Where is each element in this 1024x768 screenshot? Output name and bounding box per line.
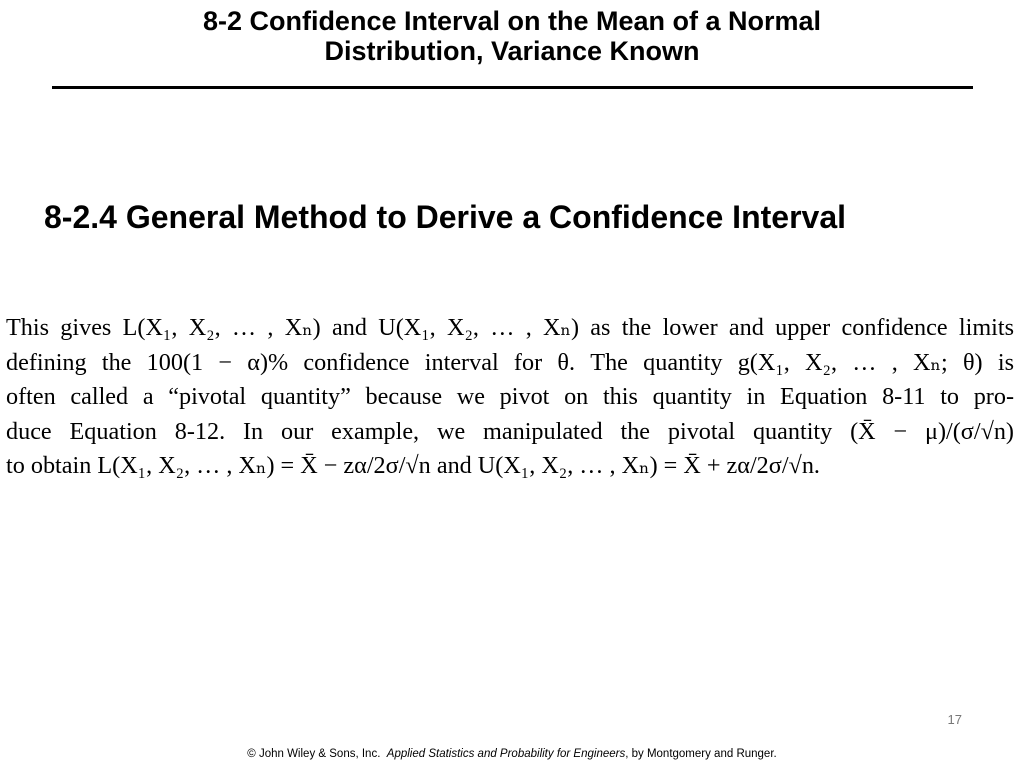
section-subheading: 8-2.4 General Method to Derive a Confidence Interval [44, 199, 846, 235]
title-line-2: Distribution, Variance Known [324, 36, 700, 66]
slide-title [60, 6, 964, 66]
body-line-2: defining the 100(1 − α)% confidence interval for θ. The quantity g(X₁, X₂, … , Xₙ; θ) is [6, 348, 1014, 376]
footer-authors: , by Montgomery and Runger. [625, 748, 777, 760]
body-paragraph [6, 311, 1014, 484]
page-number: 17 [947, 712, 962, 727]
footer-book-title: Applied Statistics and Probability for Engineers [386, 748, 626, 760]
footer-citation [0, 748, 1024, 760]
body-line-5: to obtain L(X₁, X₂, … , Xₙ) = X̄ − zα/2σ/√n and U(X₁, X₂, … , Xₙ) = X̄ + zα/2σ/√n. [6, 452, 820, 479]
footer-copyright: © John Wiley & Sons, Inc. [247, 748, 381, 760]
body-line-3: often called a “pivotal quantity” because we pivot on this quantity in Equation 8-11 to pro- [6, 383, 1014, 410]
body-line-1: This gives L(X₁, X₂, … , Xₙ) and U(X₁, X₂, … , Xₙ) as the lower and upper confidence limits [6, 314, 1014, 341]
title-underline [52, 86, 973, 89]
title-line-1: 8-2 Confidence Interval on the Mean of a Normal [202, 6, 822, 36]
body-line-4: duce Equation 8-12. In our example, we manipulated the pivotal quantity (X̄ − μ)/(σ/√n) [6, 417, 1014, 445]
